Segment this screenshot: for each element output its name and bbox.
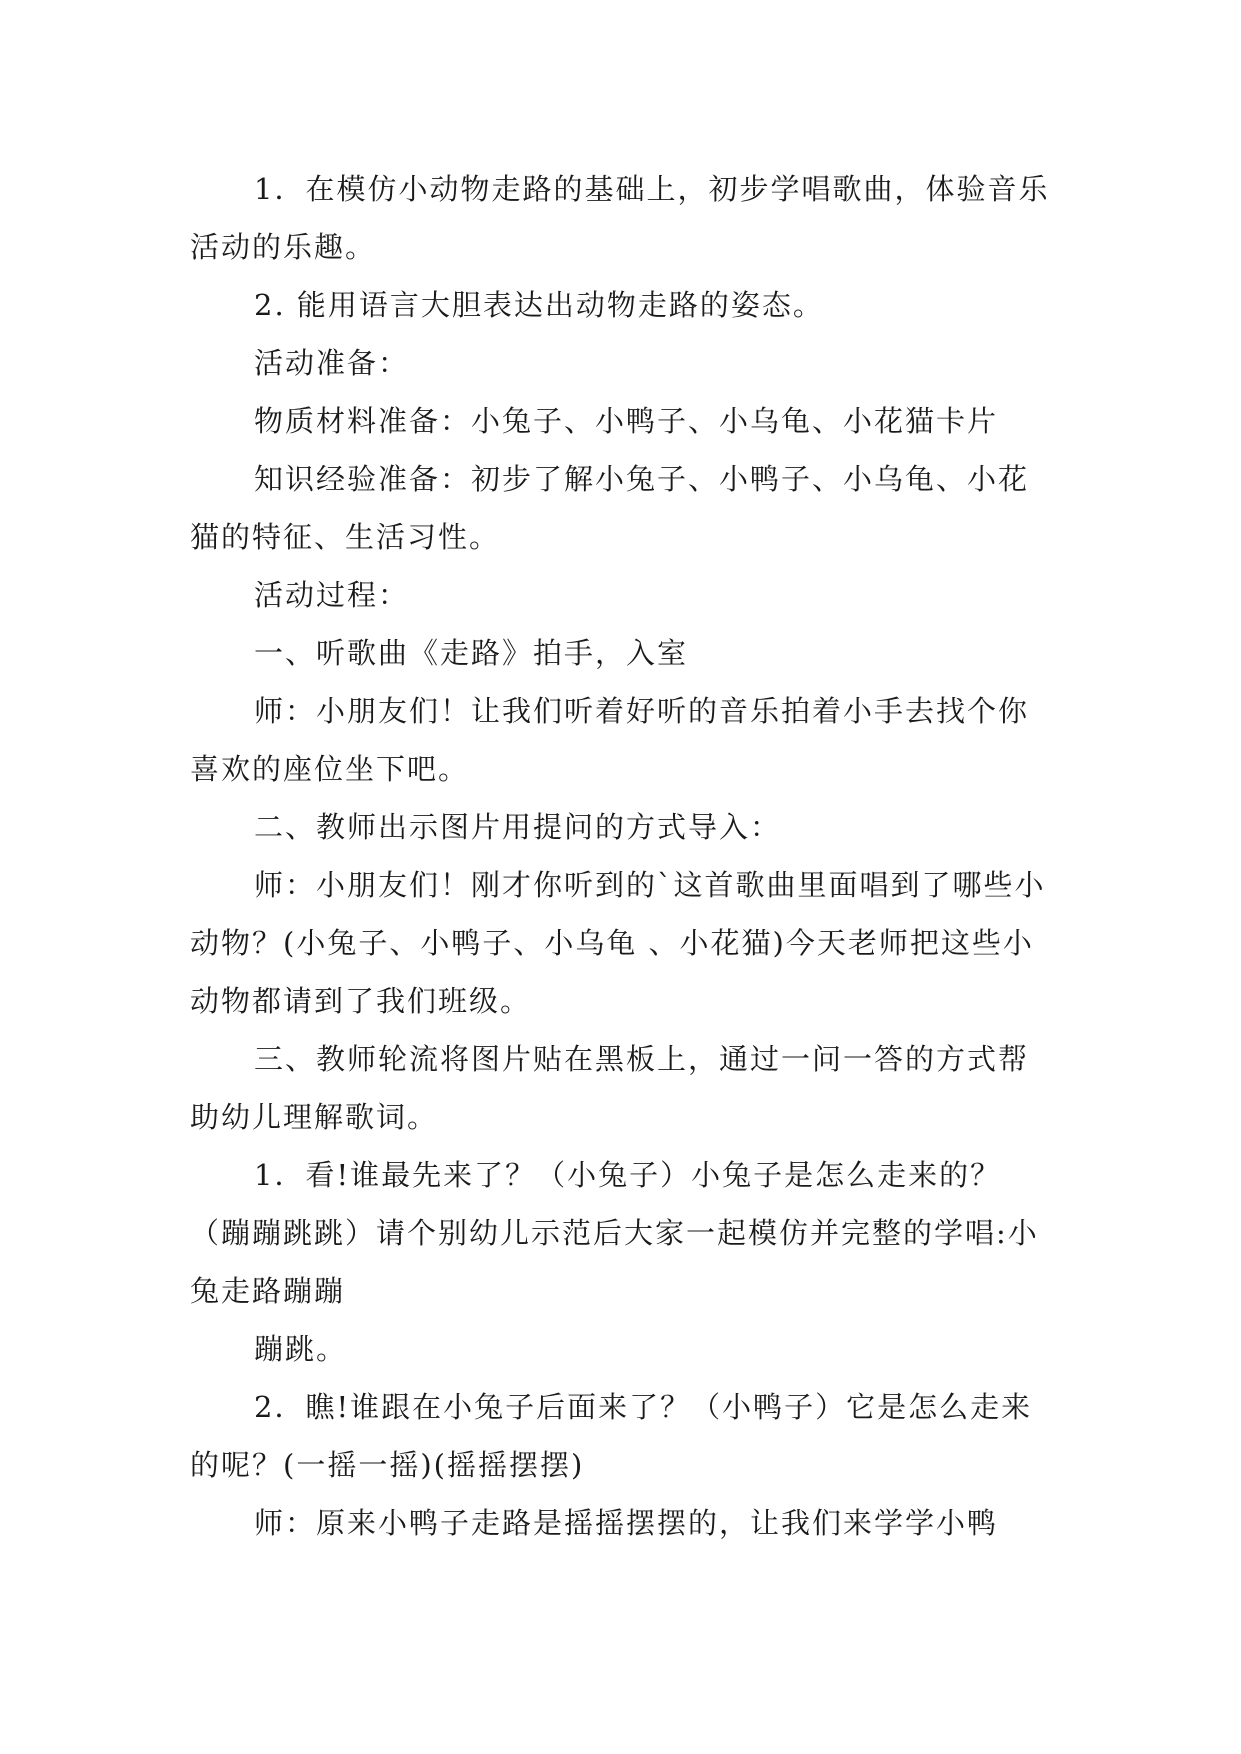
paragraph-sub-step-1-continued: 蹦跳。 (254, 1332, 348, 1366)
paragraph-teacher-line-2: 师：小朋友们！刚才你听到的`这首歌曲里面唱到了哪些小动物？(小兔子、小鸭子、小乌龟 、小花猫)今天老师把这些小动物都请到了我们班级。 (190, 868, 1046, 1018)
paragraph-goal-2: 2. 能用语言大胆表达出动物走路的姿态。 (254, 288, 824, 322)
paragraph-sub-step-1: 1．看!谁最先来了？（小兔子）小兔子是怎么走来的？（蹦蹦跳跳）请个别幼儿示范后大家一起模仿并完整的学唱:小兔走路蹦蹦 (190, 1158, 1039, 1308)
paragraph-step-1: 一、听歌曲《走路》拍手，入室 (254, 636, 689, 670)
paragraph-teacher-line-1: 师：小朋友们！让我们听着好听的音乐拍着小手去找个你喜欢的座位坐下吧。 (190, 694, 1030, 786)
paragraph-step-2: 二、教师出示图片用提问的方式导入： (254, 810, 782, 844)
paragraph-teacher-line-3: 师：原来小鸭子走路是摇摇摆摆的，让我们来学学小鸭 (254, 1506, 999, 1540)
document-body (190, 160, 1052, 1552)
heading-activity-preparation: 活动准备： (254, 346, 410, 380)
paragraph-step-3: 三、教师轮流将图片贴在黑板上，通过一问一答的方式帮助幼儿理解歌词。 (190, 1042, 1030, 1134)
heading-activity-process: 活动过程： (254, 578, 410, 612)
paragraph-knowledge-preparation: 知识经验准备：初步了解小兔子、小鸭子、小乌龟、小花猫的特征、生活习性。 (190, 462, 1030, 554)
paragraph-sub-step-2: 2．瞧!谁跟在小兔子后面来了？（小鸭子）它是怎么走来的呢？(一摇一摇)(摇摇摆摆) (190, 1390, 1033, 1482)
paragraph-material-preparation: 物质材料准备：小兔子、小鸭子、小乌龟、小花猫卡片 (254, 404, 999, 438)
paragraph-goal-1: 1．在模仿小动物走路的基础上，初步学唱歌曲，体验音乐活动的乐趣。 (190, 172, 1050, 264)
